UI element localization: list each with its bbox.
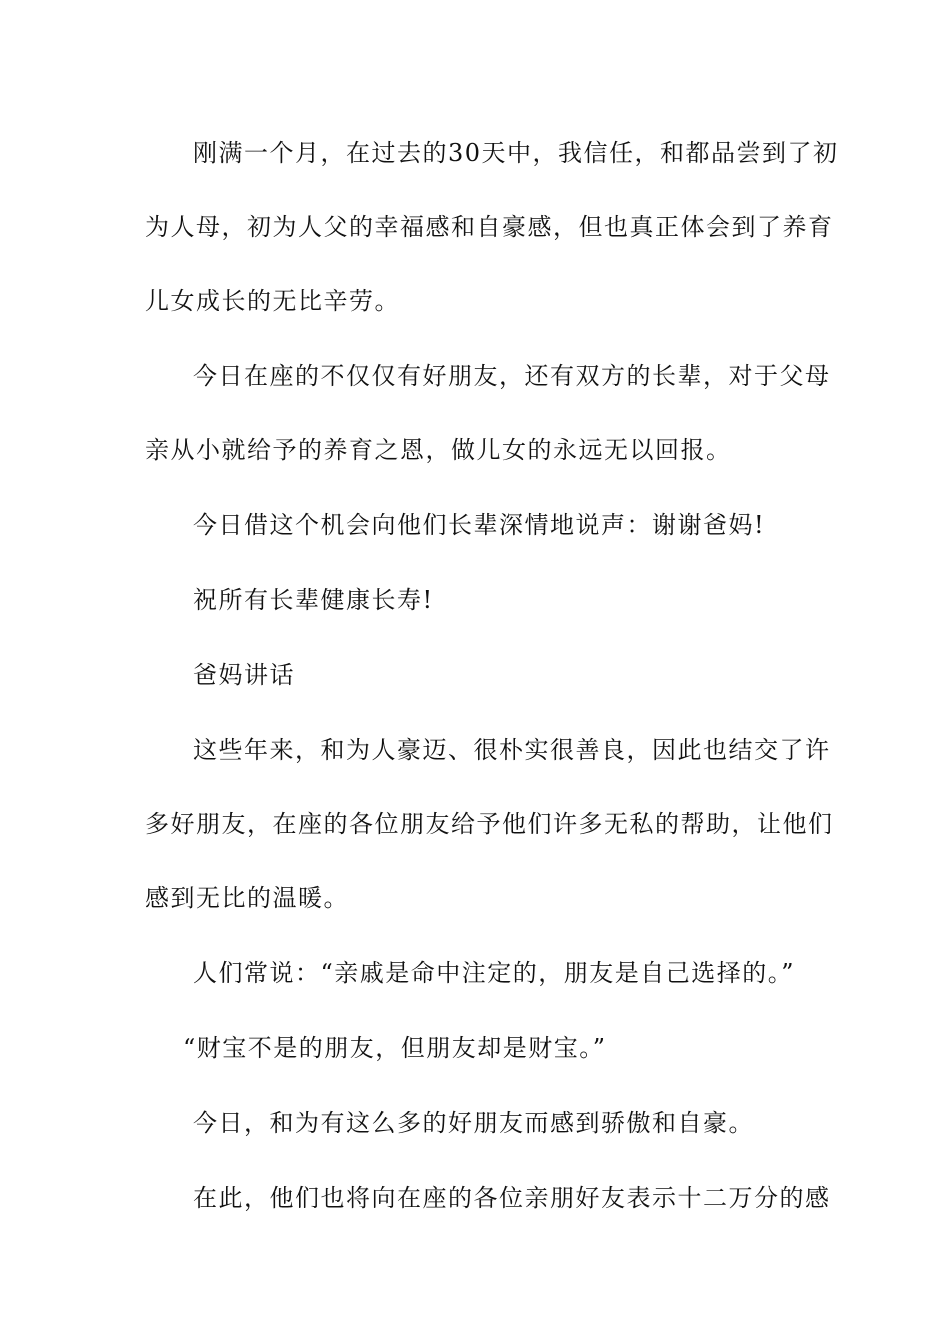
paragraph-line: 祝所有长辈健康长寿! — [193, 586, 434, 614]
paragraph-line: 在此，他们也将向在座的各位亲朋好友表示十二万分的感 — [193, 1184, 831, 1212]
paragraph-line: 今日在座的不仅仅有好朋友，还有双方的长辈，对于父母 — [193, 362, 831, 390]
paragraph-line: 亲从小就给予的养育之恩，做儿女的永远无以回报。 — [145, 436, 732, 464]
paragraph-line: 今日，和为有这么多的好朋友而感到骄傲和自豪。 — [193, 1109, 754, 1137]
paragraph-line: 刚满一个月，在过去的30天中，我信任，和都品尝到了初 — [193, 139, 839, 167]
paragraph-line: 人们常说：“亲戚是命中注定的，朋友是自己选择的。” — [193, 959, 796, 987]
paragraph-line: 儿女成长的无比辛劳。 — [145, 287, 400, 315]
paragraph-line: 这些年来，和为人豪迈、很朴实很善良，因此也结交了许 — [193, 736, 831, 764]
paragraph-line: 为人母，初为人父的幸福感和自豪感，但也真正体会到了养育 — [145, 213, 834, 241]
paragraph-line: 感到无比的温暖。 — [145, 884, 349, 912]
paragraph-line: 今日借这个机会向他们长辈深情地说声：谢谢爸妈! — [193, 511, 766, 539]
paragraph-line: 多好朋友，在座的各位朋友给予他们许多无私的帮助，让他们 — [145, 810, 834, 838]
paragraph-line: “财宝不是的朋友，但朋友却是财宝。” — [183, 1034, 607, 1062]
section-heading: 爸妈讲话 — [193, 661, 295, 689]
